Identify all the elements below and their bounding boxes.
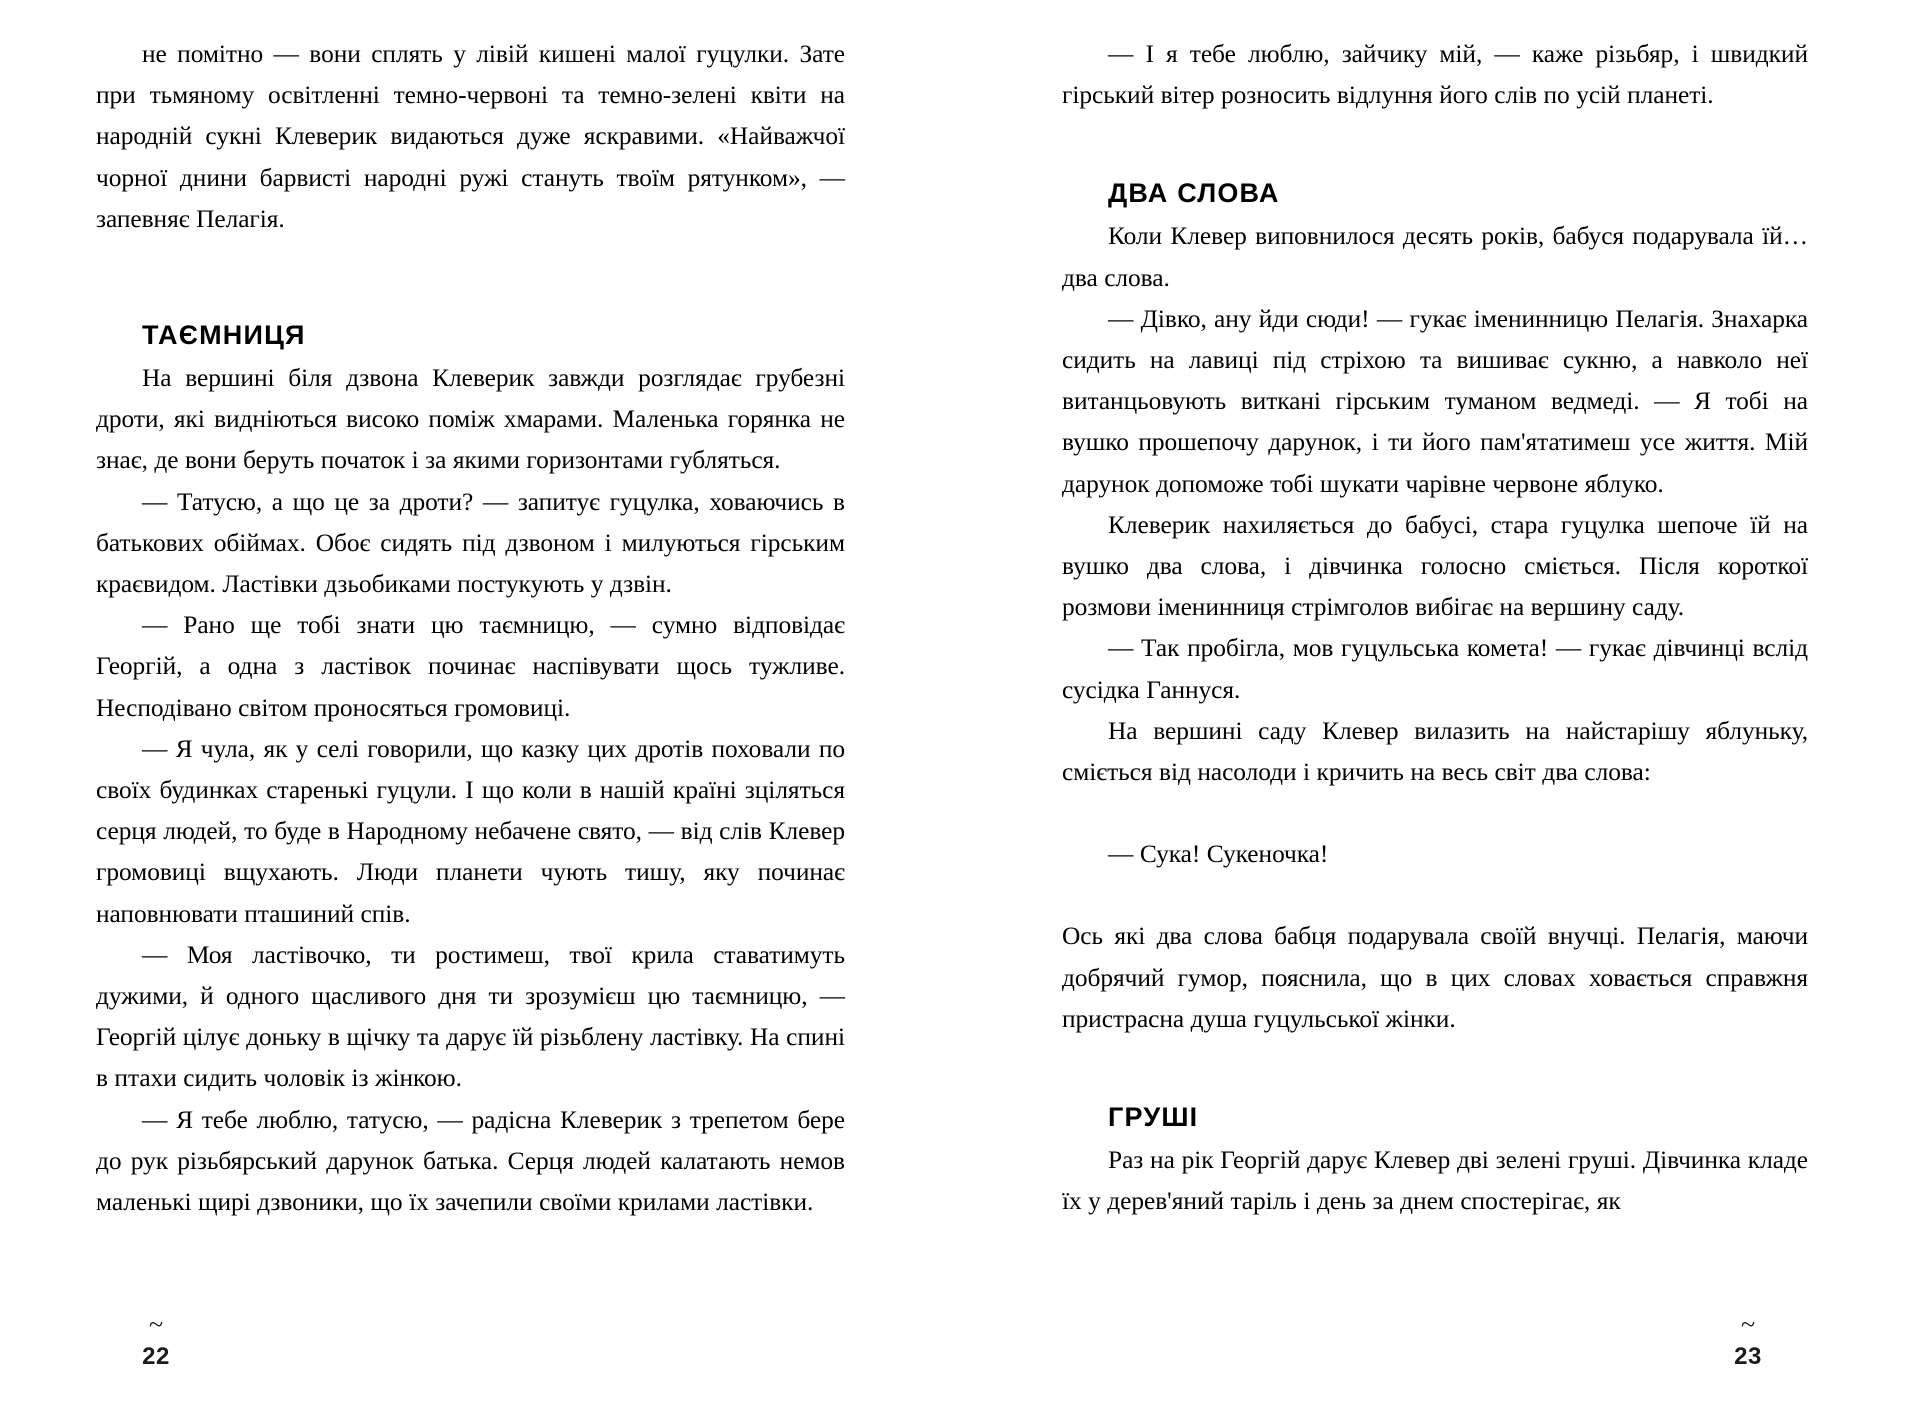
section-heading-hrushi: ГРУШІ <box>1108 1102 1199 1133</box>
right-text-column <box>1062 34 1808 1222</box>
section-heading-taiemnytsia: ТАЄМНИЦЯ <box>142 320 306 351</box>
page-number: 23 <box>1734 1343 1762 1370</box>
section-spacer <box>1062 1040 1808 1100</box>
page-right <box>960 0 1920 1406</box>
paragraph: — Рано ще тобі знати цю таємницю, — сумно відповідає Георгій, а одна з ластівок починає наспівувати щось тужливе. Несподівано світом проносяться громовиці. <box>96 611 845 722</box>
paragraph: — Моя ластівочко, ти ростимеш, твої крила ставатимуть дужими, й одного щасливого дня ти зрозумієш цю таємницю, — Георгій цілує доньку в щічку та дарує їй різьблену ластівку. На спині в птахи сидить чоловік із жінкою. <box>96 940 845 1093</box>
paragraph: — Татусю, а що це за дроти? — запитує гуцулка, ховаючись в батькових обіймах. Обоє сидять під дзвоном і милуються гірським краєвидом. Ластівки дзьобиками постукують у дзвін. <box>96 487 845 599</box>
paragraph: Ось які два слова бабця подарувала своїй внучці. Пелагія, маючи добрячий гумор, пояснила, що в цих словах ховається справжня пристрасна душа гуцульської жінки. <box>1062 922 1808 1033</box>
paragraph: — І я тебе люблю, зайчику мій, — каже різьбяр, і швидкий гірський вітер розносить відлуння його слів по усій планеті. <box>1062 40 1808 110</box>
paragraph: — Я чула, як у селі говорили, що казку цих дротів поховали по своїх будинках старенькі гуцули. І що коли в нашій країні зціляться серця людей, то буде в Народному небачене свято, — від слів Клевер громовиці вщухають. Люди планети чують тишу, яку починає наповнювати пташиний спів. <box>96 734 845 928</box>
paragraph: Коли Клевер виповнилося десять років, бабуся подарувала їй… два слова. <box>1062 222 1808 292</box>
paragraph: — Я тебе люблю, татусю, — радісна Клеверик з трепетом бере до рук різьбярський дарунок батька. Серця людей калатають немов маленькі щирі дзвоники, що їх зачепили своїми крилами ластівки. <box>96 1105 845 1217</box>
paragraph: Клеверик нахиляється до бабусі, стара гуцулка шепоче їй на вушко два слова, і дівчинка голосно сміється. Після короткої розмови іменинниця стрімголов вибігає на вершину саду. <box>1062 510 1808 622</box>
paragraph: На вершині біля дзвона Клеверик завжди розглядає грубезні дроти, які видніються високо поміж хмарами. Маленька горянка не знає, де вони беруть початок і за якими горизонтами губляться. <box>96 364 845 475</box>
section-spacer <box>1062 116 1808 176</box>
folio-left <box>96 1310 216 1370</box>
left-text-column <box>96 34 845 1223</box>
paragraph: На вершині саду Клевер вилазить на найстарішу яблуньку, сміється від насолоди і кричить на весь світ два слова: <box>1062 716 1808 787</box>
section-spacer <box>96 240 845 318</box>
paragraph-exclamation: — Сука! Сукеночка! <box>1108 840 1329 869</box>
tilde-ornament-icon: ~ <box>1740 1310 1756 1339</box>
section-heading-dva-slova: ДВА СЛОВА <box>1108 178 1280 209</box>
folio-right <box>1688 1310 1808 1370</box>
paragraph: — Так пробігла, мов гуцульська комета! — гукає дівчинці вслід сусідка Ганнуся. <box>1062 634 1808 704</box>
blank-line <box>1062 793 1808 834</box>
paragraph: Раз на рік Георгій дарує Клевер дві зелені груші. Дівчинка кладе їх у дерев'яний таріль і день за днем спостерігає, як <box>1062 1146 1808 1216</box>
paragraph: — Дівко, ану йди сюди! — гукає іменинницю Пелагія. Знахарка сидить на лавиці під стріхою та вишиває сукню, а навколо неї витанцьовують виткані гірським туманом ведмеді. — Я тобі на вушко прошепочу дарунок, і ти його пам'ятатимеш усе життя. Мій дарунок допоможе тобі шукати чарівне червоне яблуко. <box>1062 304 1808 498</box>
paragraph: не помітно — вони сплять у лівій кишені малої гуцулки. Зате при тьмяному освітленні темно-червоні та темно-зелені квіти на народній сукні Клеверик видаються дуже яскравими. «Найважчої чорної днини барвисті народні ружі стануть твоїм рятунком», — запевняє Пелагія. <box>96 40 845 233</box>
blank-line <box>1062 875 1808 916</box>
tilde-ornament-icon: ~ <box>148 1310 164 1339</box>
page-number: 22 <box>142 1343 170 1370</box>
